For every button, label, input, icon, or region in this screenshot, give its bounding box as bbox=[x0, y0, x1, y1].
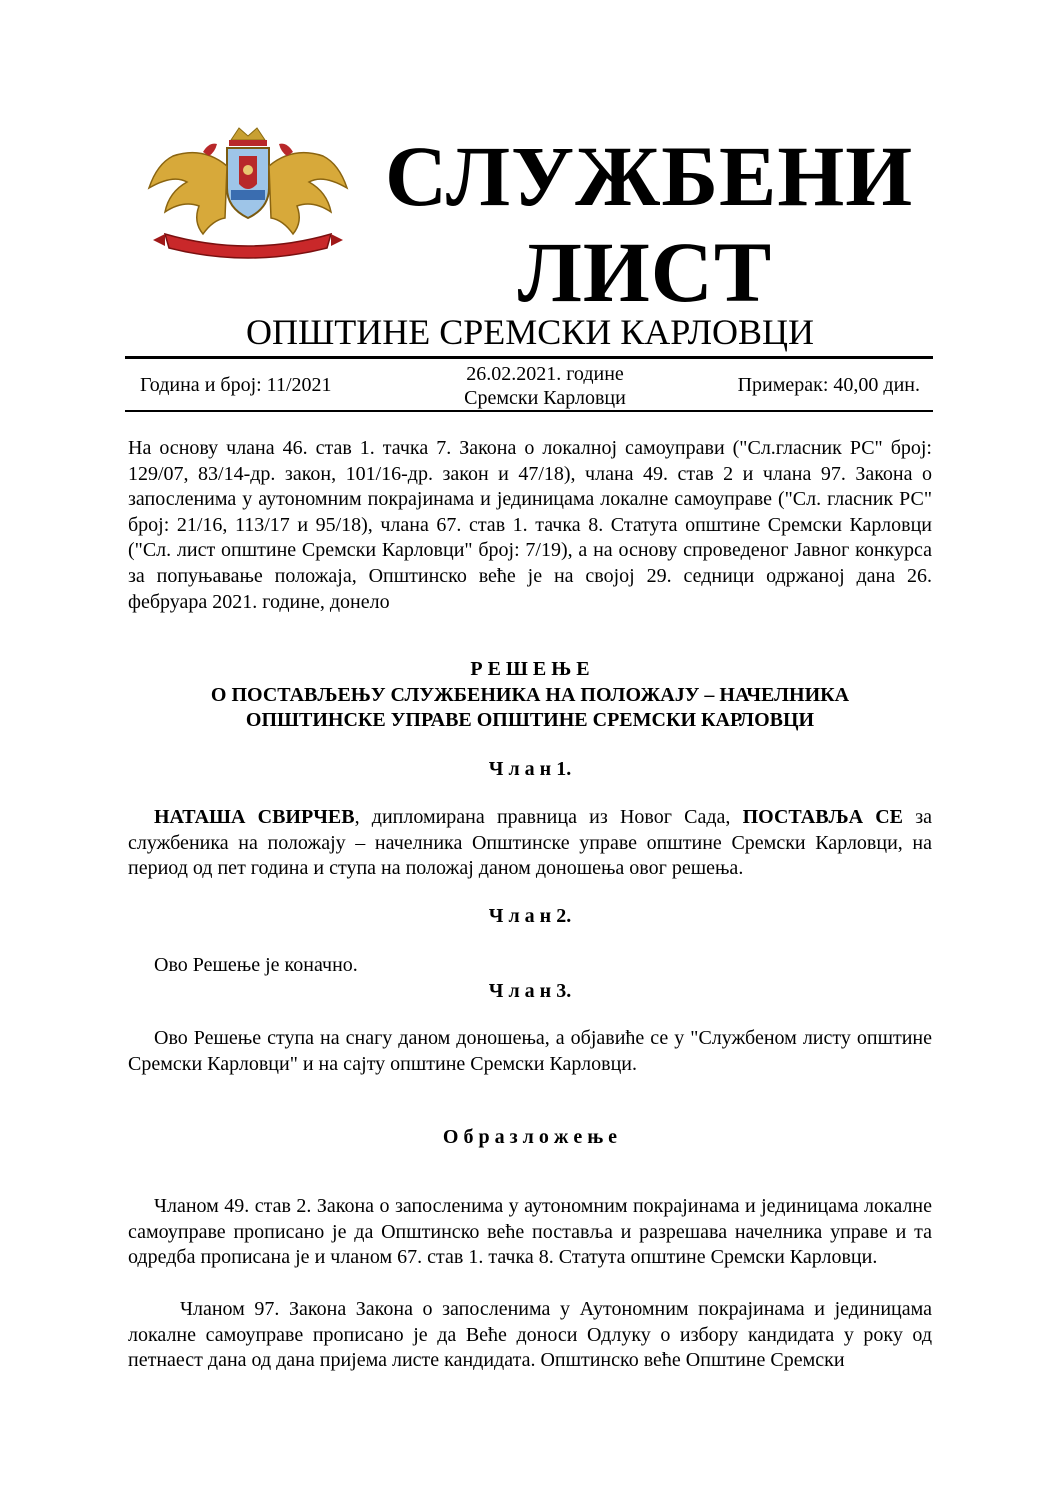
reasoning-paragraph-2: Чланом 97. Закона Закона о запосленима у Аутономним покрајинама и јединицама локалне самоуправе прописано је да Веће доноси Одлуку о избору кандидата у року од петнаест дана од дана пријема листе кандидата. Општинско веће Општине Сремски bbox=[128, 1298, 932, 1372]
issue-date-place bbox=[420, 362, 670, 410]
masthead-title-line2: ЛИСТ bbox=[517, 224, 773, 320]
issue-number: Година и број: 11/2021 bbox=[140, 374, 332, 396]
article-2-heading: Ч л а н 2. bbox=[488, 905, 572, 927]
decision-subheading-line1: О ПОСТАВЉЕЊУ СЛУЖБЕНИКА НА ПОЛОЖАЈУ – НАЧЕЛНИКА bbox=[210, 684, 850, 706]
issue-price: Примерак: 40,00 дин. bbox=[737, 374, 920, 396]
issue-date: 26.02.2021. године bbox=[466, 363, 624, 385]
article-2-text: Ово Решење је коначно. bbox=[154, 954, 358, 976]
coat-of-arms-icon bbox=[143, 126, 353, 266]
reasoning-heading: О б р а з л о ж е њ е bbox=[442, 1126, 618, 1148]
preamble-paragraph: На основу члана 46. став 1. тачка 7. Закона о локалној самоуправи ("Сл.гласник РС" број: 129/07, 83/14-др. закон, 101/16-др. закон и 47/18), члана 49. став 2 и члана 97. Закона о запосленима у аутономним покрајинама и јединицама локалне самоуправе ("Сл. гласник РС" број: 21/16, 113/17 и 95/18), члана 67. став 1. тачка 8. Статута општине Сремски Карловци ("Сл. лист општине Сремски Карловци" број: 7/19), а на основу спроведеног Јавног конкурса за попуњавање положаја, Општинско веће је на својој 29. седници одржаној дана 26. фебруара 2021. године, донело bbox=[128, 437, 932, 613]
article-3-heading: Ч л а н 3. bbox=[488, 980, 572, 1002]
reasoning-paragraph-1: Чланом 49. став 2. Закона о запосленима у аутономним покрајинама и јединицама локалне самоуправе прописано је да Општинско веће поставља и разрешава начелника управе и та одредба прописана је и чланом 67. став 1. тачка 8. Статута општине Сремски Карловци. bbox=[128, 1195, 932, 1269]
header-divider-bottom bbox=[125, 410, 933, 412]
article-1-text-b: за службеника на положају – начелника Општинске управе општине Сремски Карловци, на период од пет година и ступа на положај даном доношења овог решења. bbox=[128, 806, 933, 880]
article-1-text bbox=[128, 805, 932, 882]
decision-heading: Р Е Ш Е Њ Е bbox=[470, 658, 590, 680]
header-divider-top bbox=[125, 356, 933, 359]
masthead-title-line1: СЛУЖБЕНИ bbox=[385, 128, 914, 224]
decision-subheading-line2: ОПШТИНСКЕ УПРАВЕ ОПШТИНЕ СРЕМСКИ КАРЛОВЦИ bbox=[245, 709, 815, 731]
article-1-text-a: , дипломирана правница из Новог Сада, bbox=[354, 806, 743, 828]
appointee-name: НАТАША СВИРЧЕВ bbox=[154, 806, 355, 828]
issue-place: Сремски Карловци bbox=[464, 387, 626, 409]
masthead-subtitle: ОПШТИНЕ СРЕМСКИ КАРЛОВЦИ bbox=[245, 312, 815, 352]
article-3-text: Ово Решење ступа на снагу даном доношења, а објавиће се у "Службеном листу општине Сремски Карловци" и на сајту општине Сремски Карловци. bbox=[128, 1027, 932, 1075]
article-1-heading: Ч л а н 1. bbox=[488, 758, 572, 780]
article-1-emphasis: ПОСТАВЉА СЕ bbox=[742, 806, 904, 828]
